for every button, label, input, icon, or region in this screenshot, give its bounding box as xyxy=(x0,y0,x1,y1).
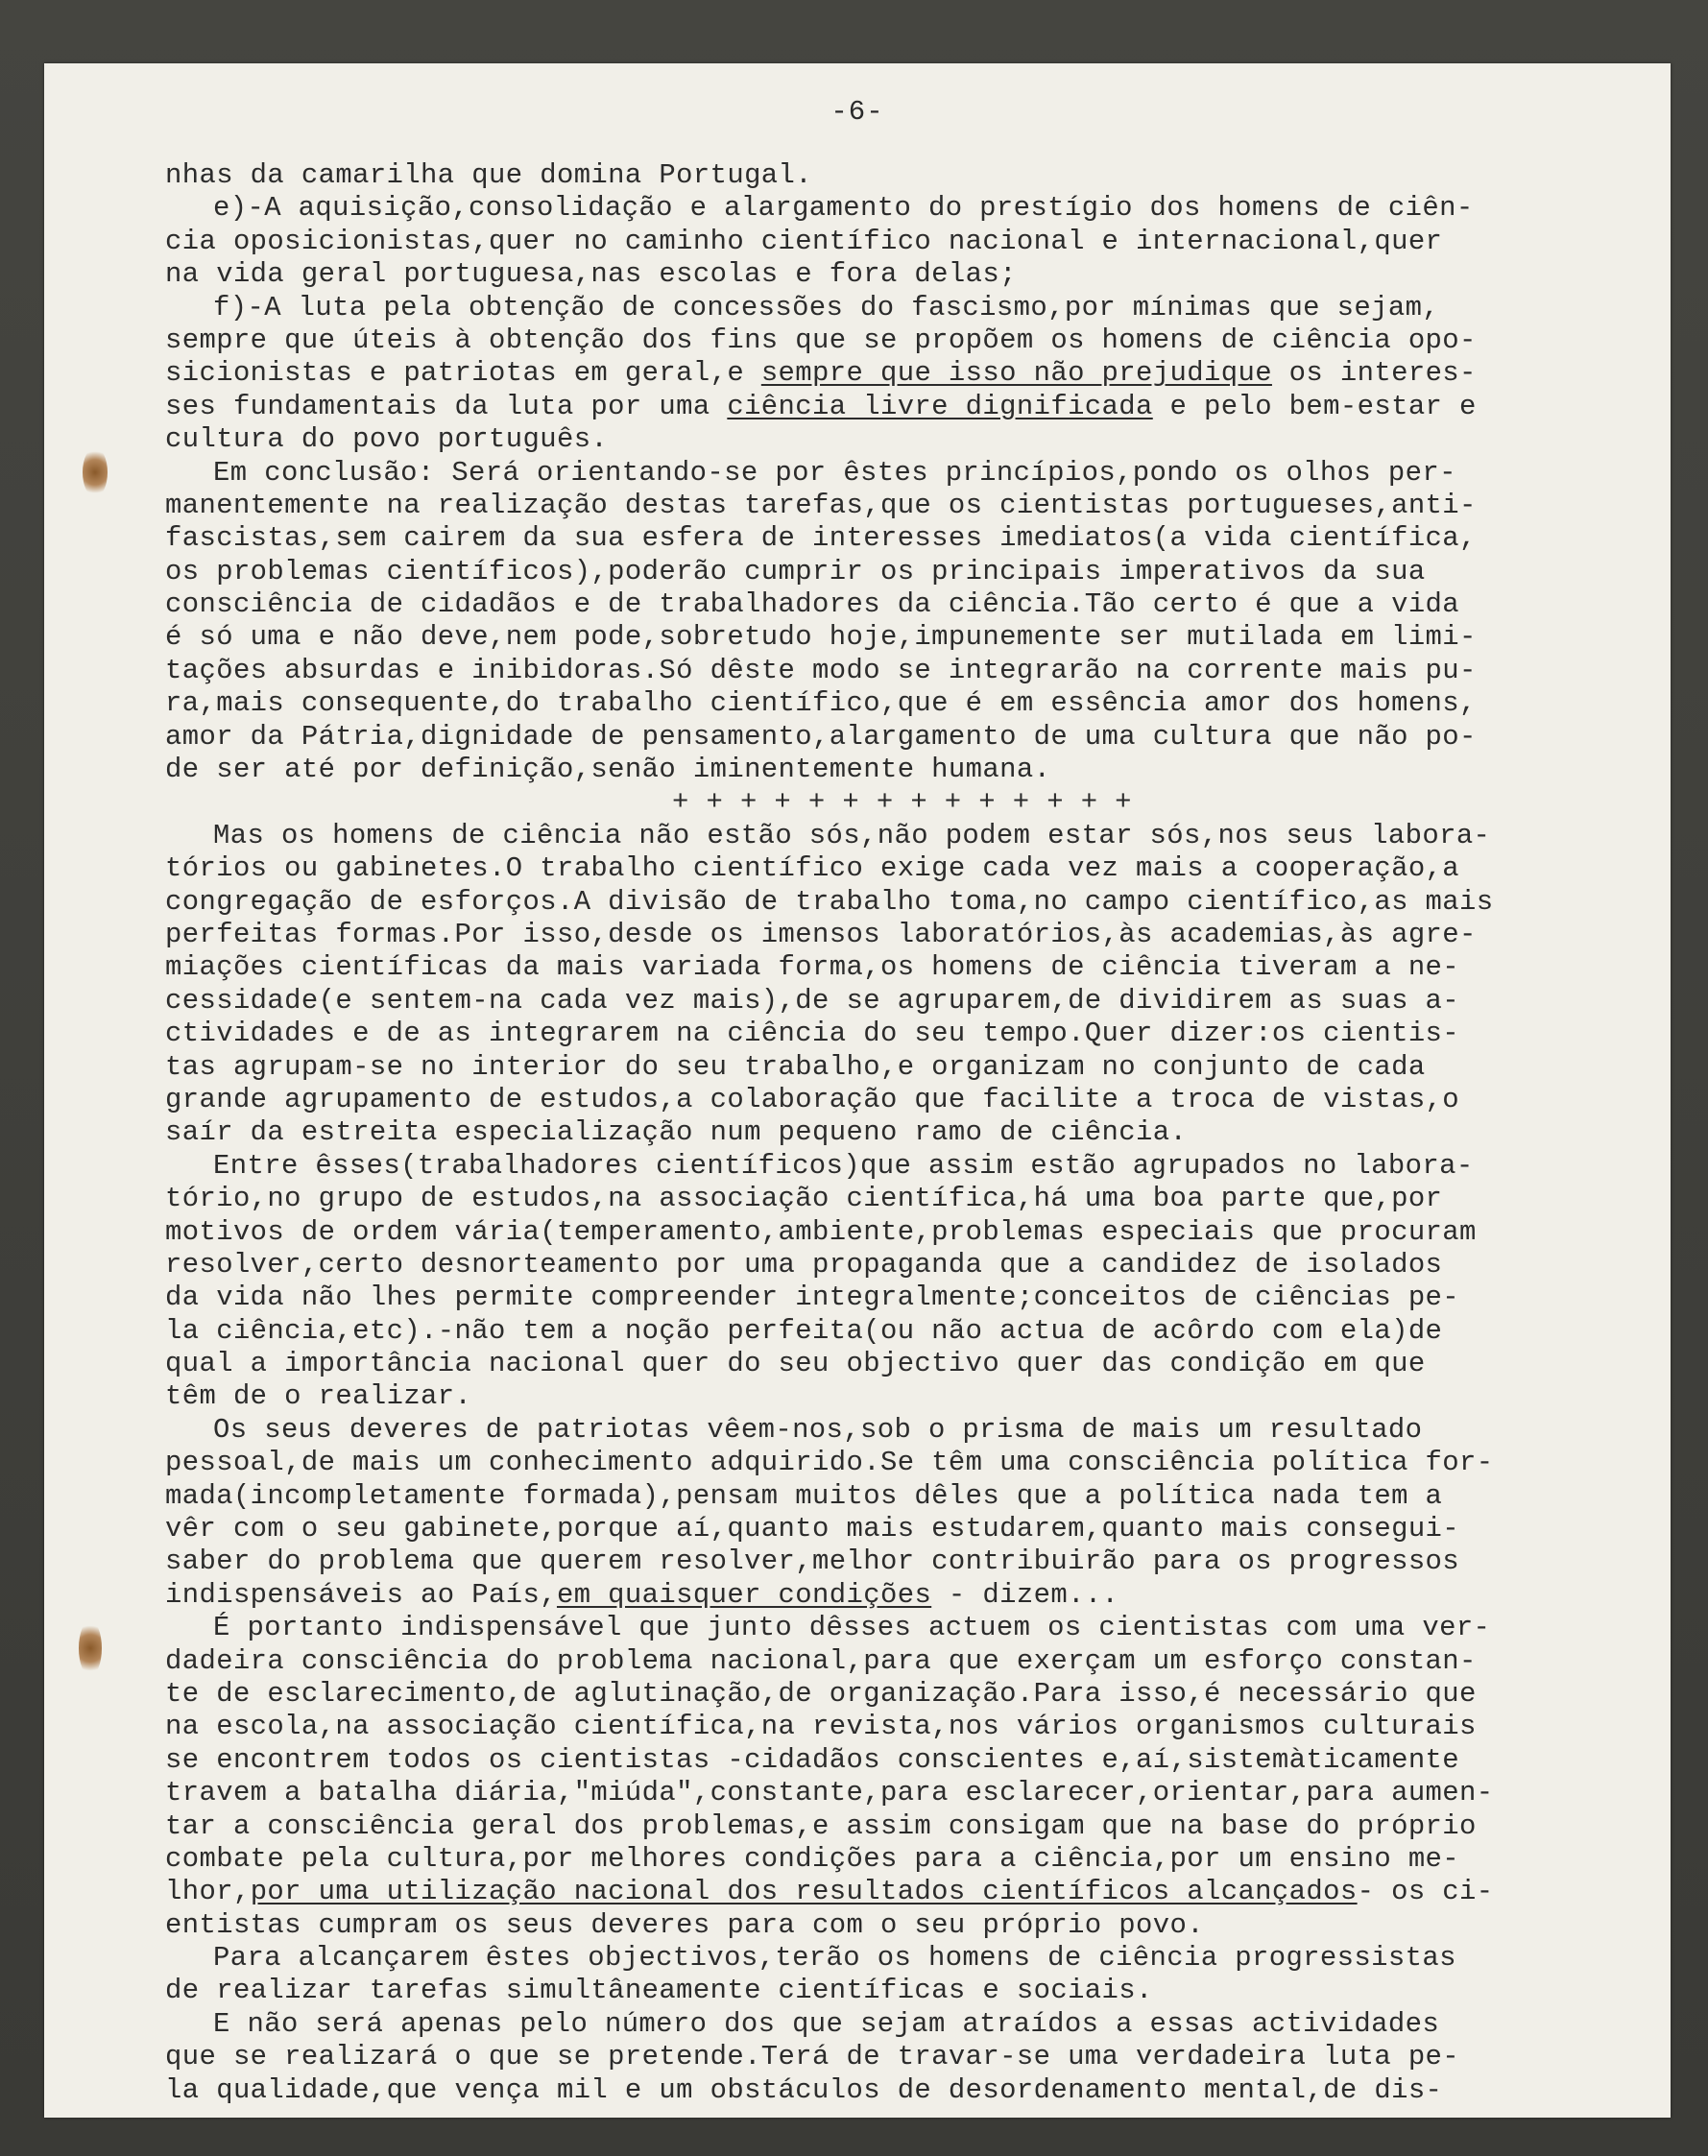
text-line: amor da Pátria,dignidade de pensamento,alargamento de uma cultura que não po- xyxy=(165,720,1477,753)
text-line: saber do problema que querem resolver,melhor contribuirão para os progressos xyxy=(165,1545,1460,1578)
text-line: qual a importância nacional quer do seu objectivo quer das condição em que xyxy=(165,1348,1426,1380)
text-line: E não será apenas pelo número dos que sejam atraídos a essas actividades xyxy=(213,2007,1440,2040)
text-line: combate pela cultura,por melhores condições para a ciência,por um ensino me- xyxy=(165,1842,1460,1875)
text-line: Mas os homens de ciência não estão sós,não podem estar sós,nos seus labora- xyxy=(213,819,1491,851)
text-line: que se realizará o que se pretende.Terá de travar-se uma verdadeira luta pe- xyxy=(165,2041,1460,2073)
text-line: indispensáveis ao País,em quaisquer condições - dizem... xyxy=(165,1578,1119,1611)
text-line: pessoal,de mais um conhecimento adquirido.Se têm uma consciência política for- xyxy=(165,1447,1494,1479)
text-line: Para alcançarem êstes objectivos,terão os homens de ciência progressistas xyxy=(213,1942,1456,1975)
text-line: tar a consciência geral dos problemas,e assim consigam que na base do próprio xyxy=(165,1809,1477,1842)
text-line: Os seus deveres de patriotas vêem-nos,sob o prisma de mais um resultado xyxy=(213,1413,1423,1446)
text-line: f)-A luta pela obtenção de concessões do fascismo,por mínimas que sejam, xyxy=(213,291,1440,323)
text-line: na vida geral portuguesa,nas escolas e fora delas; xyxy=(165,258,1017,291)
text-line: grande agrupamento de estudos,a colaboração que facilite a troca de vistas,o xyxy=(165,1083,1460,1115)
text-line: e)-A aquisição,consolidação e alargamento do prestígio dos homens de ciên- xyxy=(213,192,1474,225)
document-page xyxy=(44,63,1671,2118)
text-line: se encontrem todos os cientistas -cidadãos conscientes e,aí,sistemàticamente xyxy=(165,1743,1460,1776)
text-line: dadeira consciência do problema nacional,para que exerçam um esforço constan- xyxy=(165,1644,1477,1677)
text-line: travem a batalha diária,"miúda",constante,para esclarecer,orientar,para aumen- xyxy=(165,1777,1494,1809)
text-line: tório,no grupo de estudos,na associação científica,há uma boa parte que,por xyxy=(165,1183,1443,1215)
typed-text-body xyxy=(165,159,1663,2107)
text-line: fascistas,sem cairem da sua esfera de interesses imediatos(a vida científica, xyxy=(165,522,1477,555)
text-line: la ciência,etc).-não tem a noção perfeita(ou não actua de acôrdo com ela)de xyxy=(165,1314,1443,1347)
text-line: cia oposicionistas,quer no caminho científico nacional e internacional,quer xyxy=(165,225,1443,257)
text-line: vêr com o seu gabinete,porque aí,quanto mais estudarem,quanto mais consegui- xyxy=(165,1513,1460,1545)
underlined-phrase: ciência livre dignificada xyxy=(727,390,1153,422)
text-line: É portanto indispensável que junto dêsses actuem os cientistas com uma ver- xyxy=(213,1612,1491,1644)
text-line: de realizar tarefas simultâneamente científicas e sociais. xyxy=(165,1975,1153,2007)
text-line: entistas cumpram os seus deveres para com o seu próprio povo. xyxy=(165,1908,1204,1941)
text-line: ra,mais consequente,do trabalho científico,que é em essência amor dos homens, xyxy=(165,687,1477,720)
text-line: sicionistas e patriotas em geral,e sempre que isso não prejudique os interes- xyxy=(165,357,1477,390)
text-line: te de esclarecimento,de aglutinação,de organização.Para isso,é necessário que xyxy=(165,1677,1477,1710)
underlined-phrase: em quaisquer condições xyxy=(556,1578,932,1611)
text-line: motivos de ordem vária(temperamento,ambiente,problemas especiais que procuram xyxy=(165,1215,1477,1248)
text-line: resolver,certo desnorteamento por uma propaganda que a candidez de isolados xyxy=(165,1248,1443,1281)
text-line: lhor,por uma utilização nacional dos resultados científicos alcançados- os ci- xyxy=(165,1876,1494,1908)
text-line: têm de o realizar. xyxy=(165,1380,472,1413)
text-line: la qualidade,que vença mil e um obstáculos de desordenamento mental,de dis- xyxy=(165,2073,1443,2106)
text-line: Em conclusão: Será orientando-se por êstes princípios,pondo os olhos per- xyxy=(213,456,1456,489)
text-line: ctividades e de as integrarem na ciência do seu tempo.Quer dizer:os cientis- xyxy=(165,1018,1460,1050)
text-line: sempre que úteis à obtenção dos fins que se propõem os homens de ciência opo- xyxy=(165,323,1477,356)
text-line: congregação de esforços.A divisão de trabalho toma,no campo científico,as mais xyxy=(165,885,1494,918)
text-line: cultura do povo português. xyxy=(165,423,609,456)
page-number: -6- xyxy=(830,96,884,128)
text-line: manentemente na realização destas tarefas,que os cientistas portugueses,anti- xyxy=(165,489,1477,521)
text-line: + + + + + + + + + + + + + + xyxy=(672,786,1132,819)
text-line: na escola,na associação científica,na revista,nos vários organismos culturais xyxy=(165,1711,1477,1743)
text-line: é só uma e não deve,nem pode,sobretudo hoje,impunemente ser mutilada em limi- xyxy=(165,621,1477,654)
text-line: da vida não lhes permite compreender integralmente;conceitos de ciências pe- xyxy=(165,1282,1460,1314)
text-line: consciência de cidadãos e de trabalhadores da ciência.Tão certo é que a vida xyxy=(165,588,1460,621)
ink-stain xyxy=(83,447,108,497)
text-line: tações absurdas e inibidoras.Só dêste modo se integrarão na corrente mais pu- xyxy=(165,654,1477,686)
ink-stain xyxy=(79,1620,102,1676)
text-line: de ser até por definição,senão iminentemente humana. xyxy=(165,754,1051,786)
text-line: tórios ou gabinetes.O trabalho científico exige cada vez mais a cooperação,a xyxy=(165,852,1460,885)
text-line: perfeitas formas.Por isso,desde os imensos laboratórios,às academias,às agre- xyxy=(165,918,1477,950)
text-line: ses fundamentais da luta por uma ciência livre dignificada e pelo bem-estar e xyxy=(165,390,1477,422)
text-line: nhas da camarilha que domina Portugal. xyxy=(165,159,813,191)
text-line: cessidade(e sentem-na cada vez mais),de se agruparem,de dividirem as suas a- xyxy=(165,984,1460,1017)
text-line: miações científicas da mais variada forma,os homens de ciência tiveram a ne- xyxy=(165,951,1460,984)
text-line: tas agrupam-se no interior do seu trabalho,e organizam no conjunto de cada xyxy=(165,1050,1426,1083)
underlined-phrase: sempre que isso não prejudique xyxy=(760,357,1272,390)
underlined-phrase: por uma utilização nacional dos resultados científicos alcançados xyxy=(250,1876,1358,1908)
text-line: saír da estreita especialização num pequeno ramo de ciência. xyxy=(165,1116,1188,1149)
text-line: Entre êsses(trabalhadores científicos)que assim estão agrupados no labora- xyxy=(213,1149,1474,1182)
text-line: mada(incompletamente formada),pensam muitos dêles que a política nada tem a xyxy=(165,1479,1443,1512)
text-line: os problemas científicos),poderão cumprir os principais imperativos da sua xyxy=(165,555,1426,587)
